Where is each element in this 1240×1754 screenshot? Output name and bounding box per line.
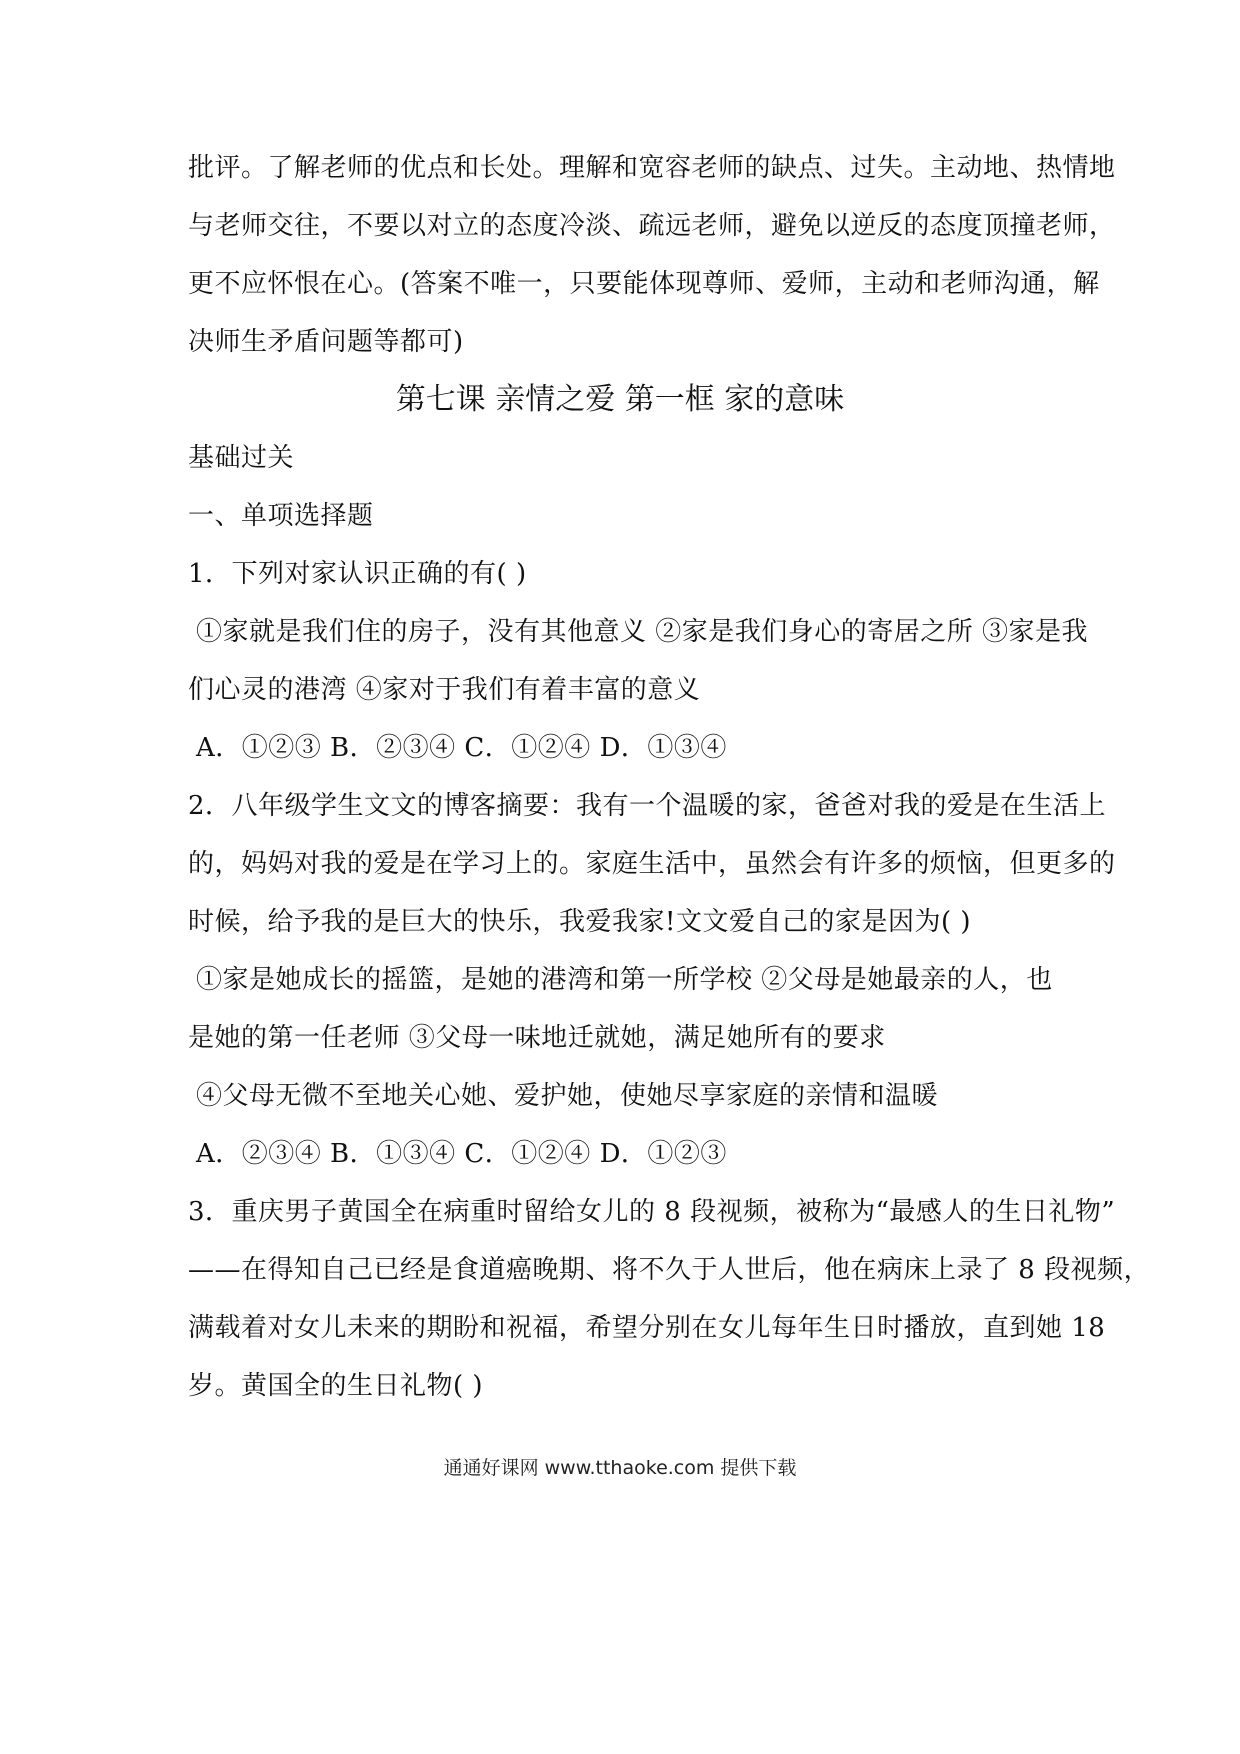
question-2-stem: 的，妈妈对我的爱是在学习上的。家庭生活中，虽然会有许多的烦恼，但更多的 [188, 849, 1116, 879]
question-1-option-line: ①家就是我们住的房子，没有其他意义 ②家是我们身心的寄居之所 ③家是我 [196, 617, 1089, 647]
lesson-title: 第七课 亲情之爱 第一框 家的意味 [395, 382, 845, 417]
question-3-stem: 3．重庆男子黄国全在病重时留给女儿的 8 段视频，被称为“最感人的生日礼物” [188, 1197, 1116, 1227]
footer-source: 通通好课网 www.tthaoke.com 提供下载 [443, 1457, 797, 1479]
question-2-answers: A．②③④ B．①③④ C．①②④ D．①②③ [196, 1139, 727, 1169]
question-1-stem: 1．下列对家认识正确的有( ) [188, 559, 527, 589]
question-2-stem: 2．八年级学生文文的博客摘要：我有一个温暖的家，爸爸对我的爱是在生活上 [188, 791, 1107, 821]
question-2-option-line: 是她的第一任老师 ③父母一味地迁就她，满足她所有的要求 [188, 1023, 886, 1053]
question-1-option-line: 们心灵的港湾 ④家对于我们有着丰富的意义 [188, 675, 701, 705]
answer-line: 决师生矛盾问题等都可) [188, 327, 464, 357]
question-1-answers: A．①②③ B．②③④ C．①②④ D．①③④ [196, 733, 727, 763]
section-heading: 基础过关 [188, 443, 295, 473]
answer-line: 与老师交往，不要以对立的态度冷淡、疏远老师，避免以逆反的态度顶撞老师， [188, 211, 1116, 241]
question-2-stem: 时候，给予我的是巨大的快乐，我爱我家!文文爱自己的家是因为( ) [188, 907, 972, 937]
question-3-stem: ——在得知自己已经是食道癌晚期、将不久于人世后，他在病床上录了 8 段视频， [188, 1255, 1151, 1285]
question-2-option-line: ④父母无微不至地关心她、爱护她，使她尽享家庭的亲情和温暖 [196, 1081, 939, 1111]
answer-line: 更不应怀恨在心。(答案不唯一，只要能体现尊师、爱师，主动和老师沟通，解 [188, 269, 1100, 299]
question-3-stem: 岁。黄国全的生日礼物( ) [188, 1371, 484, 1401]
answer-line: 批评。了解老师的优点和长处。理解和宽容老师的缺点、过失。主动地、热情地 [188, 153, 1116, 183]
question-3-stem: 满载着对女儿未来的期盼和祝福，希望分别在女儿每年生日时播放，直到她 18 [188, 1313, 1106, 1343]
subsection-heading: 一、单项选择题 [188, 501, 374, 531]
question-2-option-line: ①家是她成长的摇篮，是她的港湾和第一所学校 ②父母是她最亲的人，也 [196, 965, 1053, 995]
